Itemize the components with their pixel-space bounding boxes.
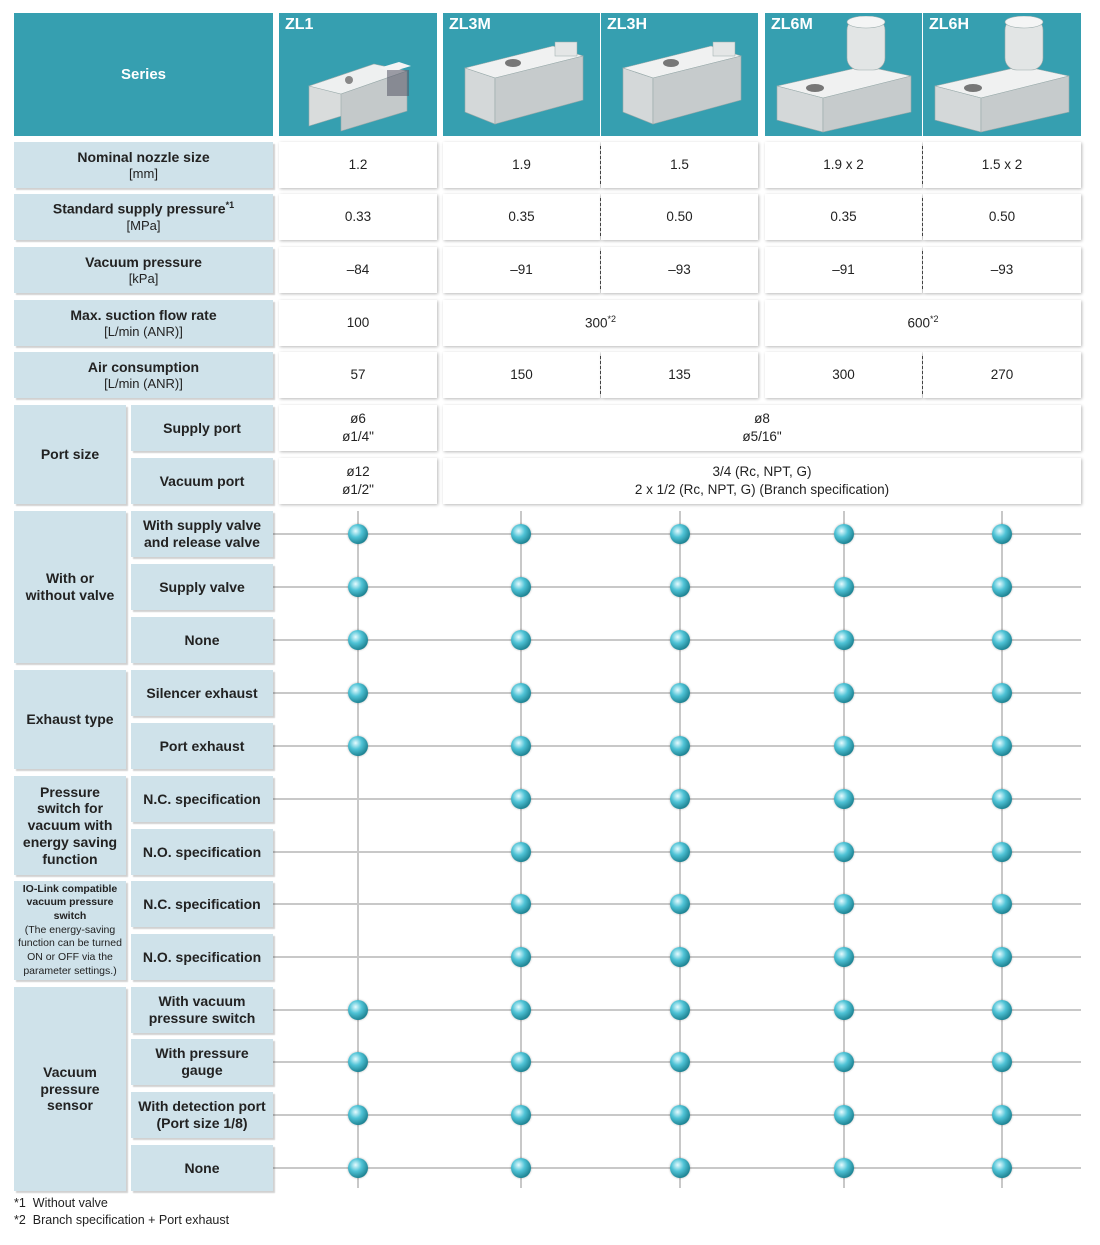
model-header-zl3h xyxy=(601,13,758,136)
group-label-sensor: Vacuum pressure sensor xyxy=(14,987,126,1191)
availability-dot-zl3m xyxy=(511,577,531,597)
row-label-vacuum-pressure: Vacuum pressure [kPa] xyxy=(14,247,273,293)
availability-dot-zl6h xyxy=(992,683,1012,703)
availability-dot-zl6m xyxy=(834,577,854,597)
availability-dot-zl6m xyxy=(834,736,854,756)
cell-supply-pressure-zl3h: 0.50 xyxy=(601,194,758,240)
availability-dot-zl3h xyxy=(670,789,690,809)
availability-dot-zl3m xyxy=(511,736,531,756)
availability-dot-zl3m xyxy=(511,789,531,809)
sub-label-sensor-1: With pressure gauge xyxy=(131,1039,273,1085)
sub-label-valve-0: With supply valve and release valve xyxy=(131,511,273,557)
availability-dot-zl3m xyxy=(511,1105,531,1125)
availability-dot-zl6m xyxy=(834,894,854,914)
availability-dot-zl6h xyxy=(992,789,1012,809)
availability-dot-zl6m xyxy=(834,683,854,703)
availability-dot-zl3m xyxy=(511,947,531,967)
row-label-suction-flow: Max. suction flow rate [L/min (ANR)] xyxy=(14,300,273,346)
cell-vacuum-pressure-zl1: –84 xyxy=(279,247,437,293)
availability-dot-zl6m xyxy=(834,524,854,544)
group-label-pressure-switch: Pressure switch for vacuum with energy saving function xyxy=(14,776,126,875)
availability-dot-zl3m xyxy=(511,894,531,914)
ejector-zl3-icon xyxy=(443,16,600,134)
cell-vacuum-port-other: 3/4 (Rc, NPT, G) 2 x 1/2 (Rc, NPT, G) (Branch specification) xyxy=(443,458,1081,504)
model-name: ZL6M xyxy=(771,16,813,33)
row-label-nozzle: Nominal nozzle size [mm] xyxy=(14,142,273,188)
cell-supply-port-zl1: ø6 ø1/4" xyxy=(279,405,437,451)
availability-dot-zl6h xyxy=(992,630,1012,650)
model-name: ZL1 xyxy=(285,16,314,33)
sub-label-supply-port: Supply port xyxy=(131,405,273,451)
sub-label-sensor-3: None xyxy=(131,1145,273,1191)
sub-label-vacuum-port: Vacuum port xyxy=(131,458,273,504)
model-header-zl6m xyxy=(765,13,922,136)
cell-air-consumption-zl3h: 135 xyxy=(601,352,758,398)
availability-dot-zl6h xyxy=(992,1158,1012,1178)
cell-vacuum-pressure-zl6h: –93 xyxy=(923,247,1081,293)
availability-dot-zl6h xyxy=(992,1000,1012,1020)
cell-suction-flow-zl6: 600$^{*2}$ xyxy=(765,300,1081,346)
availability-dot-zl1 xyxy=(348,1052,368,1072)
availability-dot-zl6m xyxy=(834,1158,854,1178)
availability-dot-zl3h xyxy=(670,683,690,703)
sub-label-valve-1: Supply valve xyxy=(131,564,273,610)
availability-dot-zl6m xyxy=(834,1000,854,1020)
cell-air-consumption-zl3m: 150 xyxy=(443,352,600,398)
ejector-zl6-icon xyxy=(923,16,1080,134)
model-header-zl3m xyxy=(443,13,600,136)
cell-vacuum-pressure-zl3h: –93 xyxy=(601,247,758,293)
cell-nozzle-zl1: 1.2 xyxy=(279,142,437,188)
sub-label-valve-2: None xyxy=(131,617,273,663)
cell-nozzle-zl3m: 1.9 xyxy=(443,142,600,188)
group-label-exhaust: Exhaust type xyxy=(14,670,126,769)
cell-air-consumption-zl6h: 270 xyxy=(923,352,1081,398)
availability-dot-zl1 xyxy=(348,524,368,544)
footnote-2: *2 Branch specification + Port exhaust xyxy=(14,1213,230,1227)
availability-dot-zl3h xyxy=(670,577,690,597)
availability-dot-zl3h xyxy=(670,947,690,967)
row-label-air-consumption: Air consumption [L/min (ANR)] xyxy=(14,352,273,398)
ejector-zl1-icon xyxy=(279,16,437,134)
availability-dot-zl3h xyxy=(670,1158,690,1178)
sub-label-sensor-0: With vacuum pressure switch xyxy=(131,987,273,1033)
availability-dot-zl6m xyxy=(834,630,854,650)
row-label-supply-pressure: Standard supply pressure$^{*1}$ [MPa] xyxy=(14,194,273,240)
cell-supply-port-other: ø8 ø5/16" xyxy=(443,405,1081,451)
availability-dot-zl6h xyxy=(992,736,1012,756)
availability-dot-zl3h xyxy=(670,842,690,862)
sub-label-iolink-1: N.O. specification xyxy=(131,934,273,980)
sub-label-iolink-0: N.C. specification xyxy=(131,881,273,927)
cell-vacuum-port-zl1: ø12 ø1/2" xyxy=(279,458,437,504)
model-header-zl1 xyxy=(279,13,437,136)
group-label-port-size: Port size xyxy=(14,405,126,504)
cell-nozzle-zl6h: 1.5 x 2 xyxy=(923,142,1081,188)
cell-air-consumption-zl6m: 300 xyxy=(765,352,922,398)
series-header xyxy=(14,13,273,136)
availability-dot-zl1 xyxy=(348,1000,368,1020)
sub-label-exhaust-0: Silencer exhaust xyxy=(131,670,273,716)
availability-dot-zl6m xyxy=(834,789,854,809)
cell-air-consumption-zl1: 57 xyxy=(279,352,437,398)
cell-supply-pressure-zl6h: 0.50 xyxy=(923,194,1081,240)
group-label-iolink: IO-Link compatible vacuum pressure switch (The energy-saving function can be turned ON or OFF via the parameter settings.) xyxy=(14,881,126,980)
footnote-1: *1 Without valve xyxy=(14,1196,108,1210)
ejector-zl3-icon xyxy=(601,16,758,134)
availability-dot-zl6h xyxy=(992,842,1012,862)
availability-dot-zl3h xyxy=(670,894,690,914)
availability-dot-zl3h xyxy=(670,630,690,650)
cell-nozzle-zl3h: 1.5 xyxy=(601,142,758,188)
cell-vacuum-pressure-zl6m: –91 xyxy=(765,247,922,293)
availability-dot-zl6h xyxy=(992,894,1012,914)
availability-dot-zl6h xyxy=(992,1105,1012,1125)
availability-dot-zl3m xyxy=(511,842,531,862)
cell-supply-pressure-zl1: 0.33 xyxy=(279,194,437,240)
availability-dot-zl6m xyxy=(834,1105,854,1125)
cell-suction-flow-zl1: 100 xyxy=(279,300,437,346)
cell-vacuum-pressure-zl3m: –91 xyxy=(443,247,600,293)
availability-dot-zl3m xyxy=(511,683,531,703)
availability-dot-zl3h xyxy=(670,1105,690,1125)
cell-supply-pressure-zl6m: 0.35 xyxy=(765,194,922,240)
availability-dot-zl3h xyxy=(670,1052,690,1072)
ejector-zl6-icon xyxy=(765,16,922,134)
sub-label-pressure-switch-0: N.C. specification xyxy=(131,776,273,822)
availability-dot-zl3h xyxy=(670,736,690,756)
availability-dot-zl3m xyxy=(511,1052,531,1072)
cell-supply-pressure-zl3m: 0.35 xyxy=(443,194,600,240)
availability-dot-zl1 xyxy=(348,577,368,597)
availability-dot-zl6m xyxy=(834,842,854,862)
availability-dot-zl3m xyxy=(511,630,531,650)
availability-dot-zl3m xyxy=(511,1158,531,1178)
model-name: ZL3H xyxy=(607,16,647,33)
availability-dot-zl6h xyxy=(992,947,1012,967)
cell-suction-flow-zl3: 300$^{*2}$ xyxy=(443,300,758,346)
availability-dot-zl6h xyxy=(992,577,1012,597)
sub-label-pressure-switch-1: N.O. specification xyxy=(131,829,273,875)
availability-dot-zl6h xyxy=(992,524,1012,544)
availability-dot-zl6m xyxy=(834,947,854,967)
cell-nozzle-zl6m: 1.9 x 2 xyxy=(765,142,922,188)
availability-dot-zl3m xyxy=(511,524,531,544)
availability-dot-zl3h xyxy=(670,1000,690,1020)
availability-dot-zl1 xyxy=(348,683,368,703)
availability-dot-zl1 xyxy=(348,1105,368,1125)
series-label: Series xyxy=(120,66,167,83)
model-name: ZL6H xyxy=(929,16,969,33)
model-name: ZL3M xyxy=(449,16,491,33)
availability-dot-zl1 xyxy=(348,630,368,650)
sub-label-exhaust-1: Port exhaust xyxy=(131,723,273,769)
model-header-zl6h xyxy=(923,13,1081,136)
availability-dot-zl6h xyxy=(992,1052,1012,1072)
availability-dot-zl6m xyxy=(834,1052,854,1072)
availability-dot-zl1 xyxy=(348,736,368,756)
sub-label-sensor-2: With detection port (Port size 1/8) xyxy=(131,1092,273,1138)
availability-dot-zl3h xyxy=(670,524,690,544)
availability-dot-zl1 xyxy=(348,1158,368,1178)
group-label-valve: With or without valve xyxy=(14,511,126,663)
availability-dot-zl3m xyxy=(511,1000,531,1020)
